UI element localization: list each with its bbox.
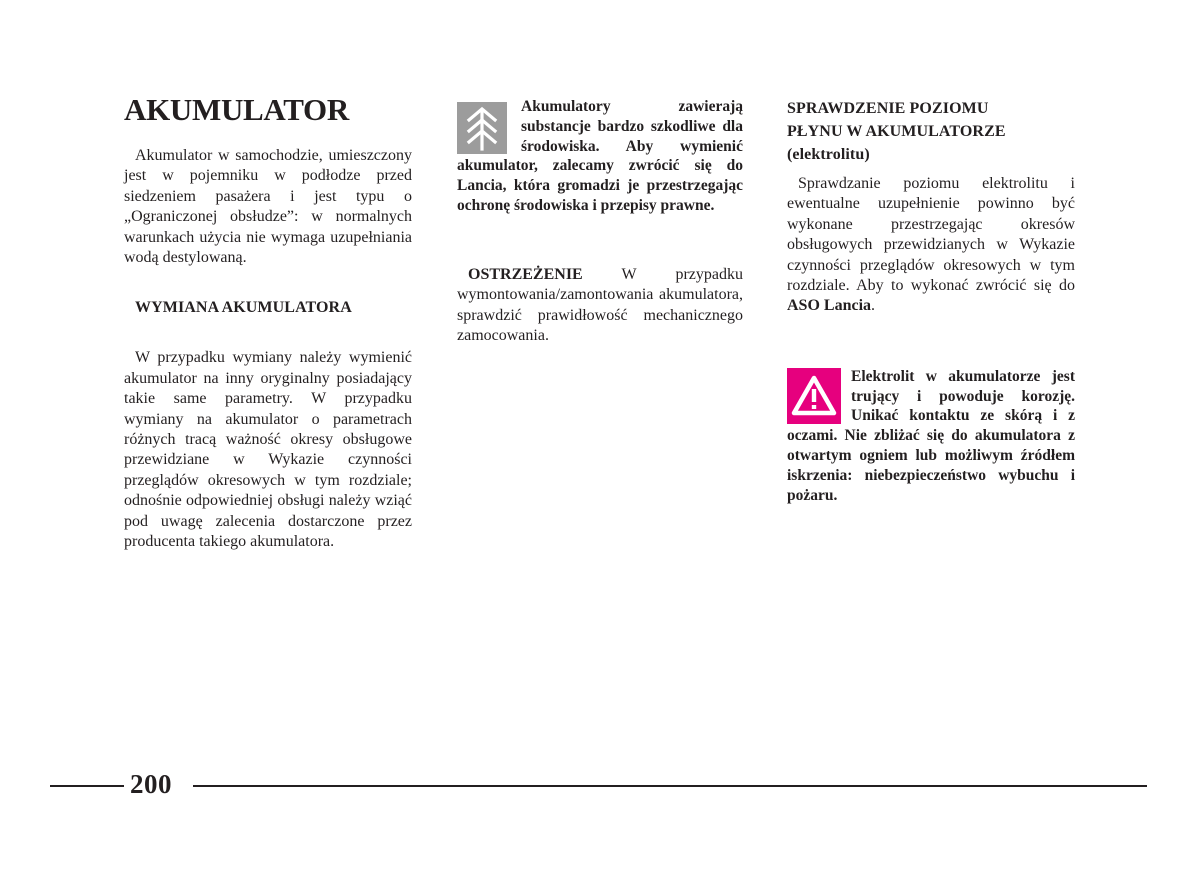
environment-notice-text: Akumulatory zawierają substancje bardzo szkodliwe dla środowiska. Aby wymienić akumulator, zalecamy zwrócić się do Lancia, która gromadzi je przestrzegając ochronę środowiska i przepisy prawne. bbox=[457, 98, 743, 214]
page-title: AKUMULATOR bbox=[124, 92, 349, 127]
electrolyte-heading bbox=[787, 97, 1047, 166]
level-text-end: . bbox=[871, 297, 876, 315]
electrolyte-heading-line3: (elektrolitu) bbox=[787, 146, 870, 163]
service-name: ASO Lancia bbox=[787, 297, 872, 315]
column-notices bbox=[457, 92, 743, 346]
footer-rule-right bbox=[193, 785, 1147, 787]
page-number: 200 bbox=[130, 769, 172, 799]
column-electrolyte bbox=[787, 92, 1075, 505]
column-battery bbox=[124, 92, 412, 553]
warning-label: OSTRZEŻENIE bbox=[468, 265, 583, 283]
electrolyte-level-paragraph bbox=[787, 174, 1075, 317]
warning-text: W przypadku wymontowania/zamontowania akumulatora, sprawdzić prawidłowość mechanicznego zamocowania. bbox=[457, 265, 743, 344]
footer-rule-left bbox=[50, 785, 124, 787]
electrolyte-heading-line1: SPRAWDZENIE POZIOMU bbox=[787, 100, 989, 117]
recycle-arrows-icon bbox=[457, 102, 507, 154]
replacement-heading: WYMIANA AKUMULATORA bbox=[135, 299, 352, 317]
electrolyte-heading-line2: PŁYNU W AKUMULATORZE bbox=[787, 123, 1006, 140]
warning-triangle-icon bbox=[787, 368, 841, 424]
electrolyte-warning bbox=[787, 367, 1075, 506]
environment-notice bbox=[457, 97, 743, 216]
electrolyte-warning-text: Elektrolit w akumulatorze jest trujący i powoduje korozję. Unikać kontaktu ze skórą i z oczami. Nie zbliżać się do akumulatora z otwartym ogniem lub możliwym źródłem iskrzenia: niebezpieczeństwo wybuchu i pożaru. bbox=[787, 367, 1075, 504]
level-text: Sprawdzanie poziomu elektrolitu i ewentualne uzupełnienie powinno być wykonane przestrzegając okresów obsługowych przewidzianych w Wykazie czynności przeglądów okresowych w tym rozdziale. Aby to wykonać zwrócić się do bbox=[787, 175, 1075, 295]
intro-paragraph: Akumulator w samochodzie, umieszczony jest w pojemniku w podłodze przed siedzeniem pasażera i jest typu o „Ograniczonej obsłudze”: w normalnych warunkach użycia nie wymaga uzupełniania wodą destylowaną. bbox=[124, 147, 412, 267]
warning-paragraph bbox=[457, 265, 743, 347]
replacement-paragraph: W przypadku wymiany należy wymienić akumulator na inny oryginalny posiadający takie same parametry. W przypadku wymiany na akumulator o parametrach różnych tracą ważność okresy obsługowe przewidziane w Wykazie czynności przeglądów okresowych w tym rozdziale; odnośnie odpowiedniej obsługi należy wziąć pod uwagę zalecenia dostarczone przez producenta takiego akumulatora. bbox=[124, 349, 412, 551]
